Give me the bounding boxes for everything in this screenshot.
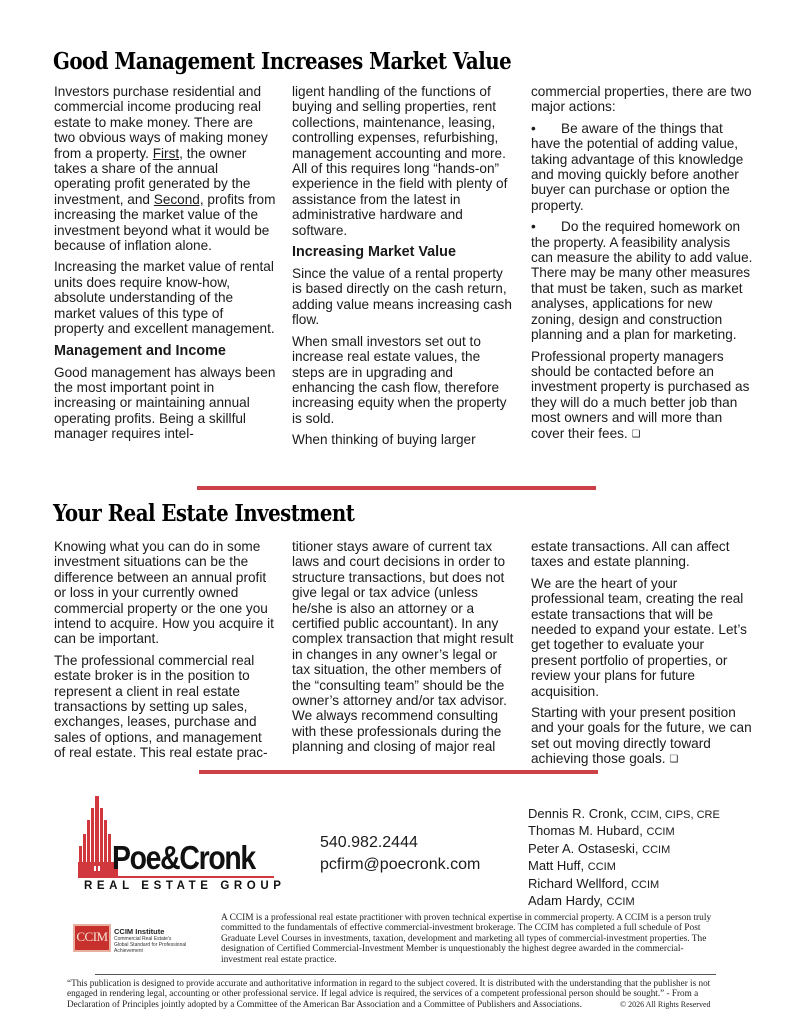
article2-column-3 <box>531 539 753 774</box>
end-mark-icon: ❏ <box>631 428 641 440</box>
logo-tagline: REAL ESTATE GROUP <box>84 880 286 892</box>
logo-underline <box>78 876 274 878</box>
ccim-title: CCIM Institute <box>114 927 165 936</box>
ccim-subtitle-line-2: Global Standard for Professional Achievement <box>114 942 187 954</box>
article1-col1-paragraph-3: Good management has always been the most important point in increasing or maintaining annual operating profits. Being a skillful manager requires intel- <box>54 364 276 442</box>
agent-item <box>528 823 720 840</box>
agent-item <box>528 893 720 910</box>
closing-text: Starting with your present position and your goals for the future, we can set out moving directly toward achieving those goals. <box>531 705 752 767</box>
ccim-description: A CCIM is a professional real estate practitioner with proven technical expertise in commercial property. A CCIM is a person truly committed to the fundamentals of effective commercial-investment brokerage. The CCIM has completed a full schedule of Post Graduate Level Courses in investments, taxation, development and marketing all types of commercial-investment properties. The designation of Certified Commercial-Investment Member is unquestionably the highest degree awarded in the commercial-investment real estate practice. <box>221 913 712 965</box>
bullet-icon: • <box>531 120 536 136</box>
subhead-management-income: Management and Income <box>54 342 226 359</box>
agent-name: Richard Wellford, <box>528 875 628 891</box>
closing-text: Professional property managers should be contacted before an investment property is purchased as they will do a much better job than most owners and will more than cover their fees. <box>531 348 750 441</box>
agent-credentials: CCIM <box>606 896 635 909</box>
section-divider <box>197 486 596 490</box>
article1-col2-paragraph-4: When thinking of buying larger <box>292 432 476 448</box>
agent-name: Dennis R. Cronk, <box>528 806 627 821</box>
article2-title: Your Real Estate Investment <box>53 500 355 527</box>
bullet-text: Do the required homework on the property. A feasibility analysis can measure the ability to add value. There may be many other measures that must be taken, such as market analyses, applications for new zoning, design and construction planning and a plan for marketing. <box>531 219 753 343</box>
article1-col1-paragraph-1 <box>54 84 276 253</box>
bullet-text: Be aware of the things that have the potential of adding value, taking advantage of this knowledge and moving quickly before another buyer can purchase or option the property. <box>531 120 744 213</box>
logo-wordmark: Poe&Cronk <box>112 839 255 876</box>
agent-credentials: CCIM, CIPS, CRE <box>630 809 720 821</box>
article1-col3-paragraph-1: commercial properties, there are two major actions: <box>531 84 752 115</box>
agent-credentials: CCIM <box>631 878 660 891</box>
ccim-institute-logo <box>73 924 213 954</box>
phone-number[interactable]: 540.982.2444 <box>320 834 418 851</box>
agent-list <box>528 806 720 910</box>
copyright-text: © 2026 All Rights Reserved <box>620 1000 711 1009</box>
agent-item <box>528 806 720 823</box>
article2-column-1 <box>54 539 276 767</box>
article2-col1-paragraph-1: Knowing what you can do in some investment situations can be the difference between an annual profit or loss in your currently owned commercial property or the one you intend to acquire. How you acquire it can be important. <box>54 539 274 647</box>
article1-col3-paragraph-2 <box>531 349 753 442</box>
article1-column-1 <box>54 84 276 448</box>
agent-name: Adam Hardy, <box>528 893 603 909</box>
article2-col1-paragraph-2: The professional commercial real estate broker is in the position to represent a client in real estate transactions by setting up sales, exchanges, leases, purchase and sales of options, and management of real estate. This real estate prac- <box>54 652 268 761</box>
agent-credentials: CCIM <box>646 826 675 839</box>
ccim-subtitle-line-1: Commercial Real Estate's <box>114 936 172 942</box>
first-text: the owner takes a share of the annual operating profit generated by the investment, and <box>54 145 251 207</box>
subhead-increasing-market-value: Increasing Market Value <box>292 244 456 261</box>
footer-rule <box>95 974 716 975</box>
section-divider <box>199 770 598 774</box>
agent-credentials: CCIM <box>587 861 616 874</box>
article1-title: Good Management Increases Market Value <box>53 48 512 75</box>
article1-col2-paragraph-1: ligent handling of the functions of buying and selling properties, rent collections, maintenance, leasing, controlling expenses, refurbishing, management accounting and more. All of this requires long “hands-on” experience in the field with plenty of assistance from the latest in administrative hardware and software. <box>292 84 508 238</box>
agent-item <box>528 841 720 858</box>
article2-col3-paragraph-3 <box>531 705 753 768</box>
first-label: First, <box>152 145 183 161</box>
disclaimer-text: “This publication is designed to provide accurate and authoritative information in regard to the subject covered. It is distributed with the understanding that the publisher is not engaged in rendering legal, accounting or other professional service. If legal advice is required, the services of a competent professional person should be sought.” - From a Declaration of Principles jointly adopted by a Committee of the American Bar Association and a Committee of Publishers and Associations. <box>67 978 711 1009</box>
email-link[interactable]: pcfirm@poecronk.com <box>320 856 481 873</box>
article1-column-3 <box>531 84 753 448</box>
article1-col2-paragraph-2: Since the value of a rental property is based directly on the cash return, adding value means increasing cash flow. <box>292 266 512 328</box>
article2-column-2 <box>292 539 514 761</box>
intro-text: Investors purchase residential and commercial income producing real estate to make money. There are two obvious ways of making money from a property. <box>54 84 268 161</box>
second-text: profits from increasing the market value of the investment beyond what it would be because of inflation alone. <box>54 191 276 254</box>
agent-item <box>528 876 720 893</box>
second-label: Second, <box>153 191 204 207</box>
ccim-subtitle <box>114 936 214 954</box>
article2-col3-paragraph-2: We are the heart of your professional team, creating the real estate transactions that will be needed to expand your estate. Let’s get together to evaluate your present portfolio of properties, or review your plans for future acquisition. <box>531 575 747 699</box>
contact-block <box>320 832 480 876</box>
article2-col3-paragraph-1: estate transactions. All can affect taxes and estate planning. <box>531 539 730 570</box>
agent-credentials: CCIM <box>642 843 671 856</box>
article1-col2-paragraph-3: When small investors set out to increase real estate values, the steps are in upgrading and enhancing the cash flow, therefore increasing equity when the property is sold. <box>292 333 507 426</box>
end-mark-icon: ❏ <box>669 754 679 766</box>
ccim-badge: CCIM <box>73 924 111 952</box>
bullet-item-2 <box>531 219 753 342</box>
bullet-icon: • <box>531 219 536 235</box>
company-logo <box>78 794 288 894</box>
agent-name: Matt Huff, <box>528 858 585 874</box>
article1-column-2 <box>292 84 514 454</box>
article1-col1-paragraph-2: Increasing the market value of rental units does require know-how, absolute understanding of the market values of this type of property and excellent management. <box>54 259 275 337</box>
agent-name: Peter A. Ostaseski, <box>528 840 639 856</box>
bullet-item-1 <box>531 121 753 213</box>
agent-item <box>528 858 720 875</box>
agent-name: Thomas M. Hubard, <box>528 823 643 839</box>
article2-col2-paragraph-1: titioner stays aware of current tax laws and court decisions in order to structure transactions, but does not give legal or tax advice (unless he/she is also an attorney or a certified public accountant). In any complex transaction that might result in changes in any owner’s legal or tax situation, the other members of the “consulting team” should be the owner’s attorney and/or tax advisor. We always recommend consulting with these professionals during the planning and closing of major real <box>292 539 514 755</box>
